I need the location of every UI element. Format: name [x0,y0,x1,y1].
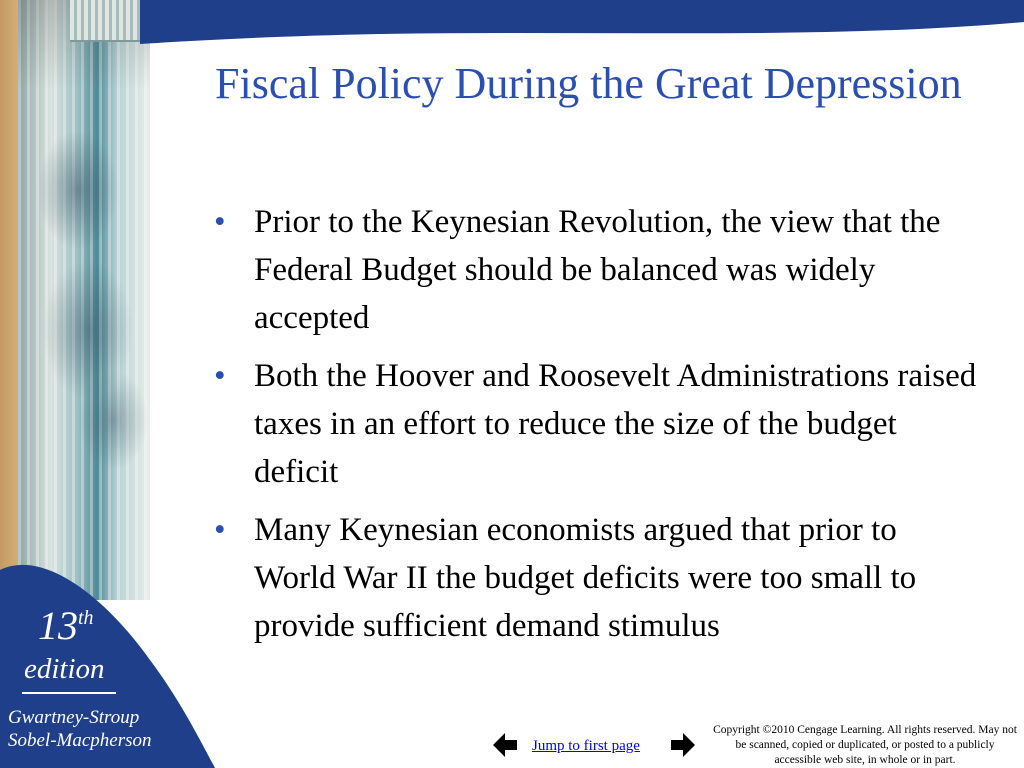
edition-number-value: 13 [38,603,78,648]
column-shading [18,0,150,600]
bullet-dot: • [214,204,226,240]
authors [8,706,152,752]
bullet-item [214,198,984,342]
bullet-list [214,198,984,660]
jump-to-first-page-link[interactable]: Jump to first page [532,738,640,754]
column-decoration [0,0,150,600]
previous-slide-button[interactable] [492,732,518,758]
bullet-item [214,506,984,650]
author-line-2: Sobel-Macpherson [8,730,152,751]
next-slide-button[interactable] [670,732,696,758]
author-line-1: Gwartney-Stroup [8,707,140,728]
arrow-left-icon [492,732,518,758]
bullet-item [214,352,984,496]
edition-label: edition [24,653,105,685]
bullet-dot: • [214,512,226,548]
bullet-text: Both the Hoover and Roosevelt Administrations raised taxes in an effort to reduce the size of the budget deficit [254,358,977,490]
arrow-right-icon [670,732,696,758]
edition-divider [22,692,116,694]
copyright-notice: Copyright ©2010 Cengage Learning. All rights reserved. May not be scanned, copied or duplicated, or posted to a publicly accessible web site, in whole or in part. [713,724,1017,766]
bullet-dot: • [214,358,226,394]
edition-number [38,603,94,648]
bullet-text: Prior to the Keynesian Revolution, the view that the Federal Budget should be balanced was widely accepted [254,204,941,336]
bullet-text: Many Keynesian economists argued that prior to World War II the budget deficits were too small to provide sufficient demand stimulus [254,512,917,644]
edition-suffix: th [78,607,94,629]
slide-title: Fiscal Policy During the Great Depression [215,59,962,108]
top-blue-band [0,0,1024,48]
